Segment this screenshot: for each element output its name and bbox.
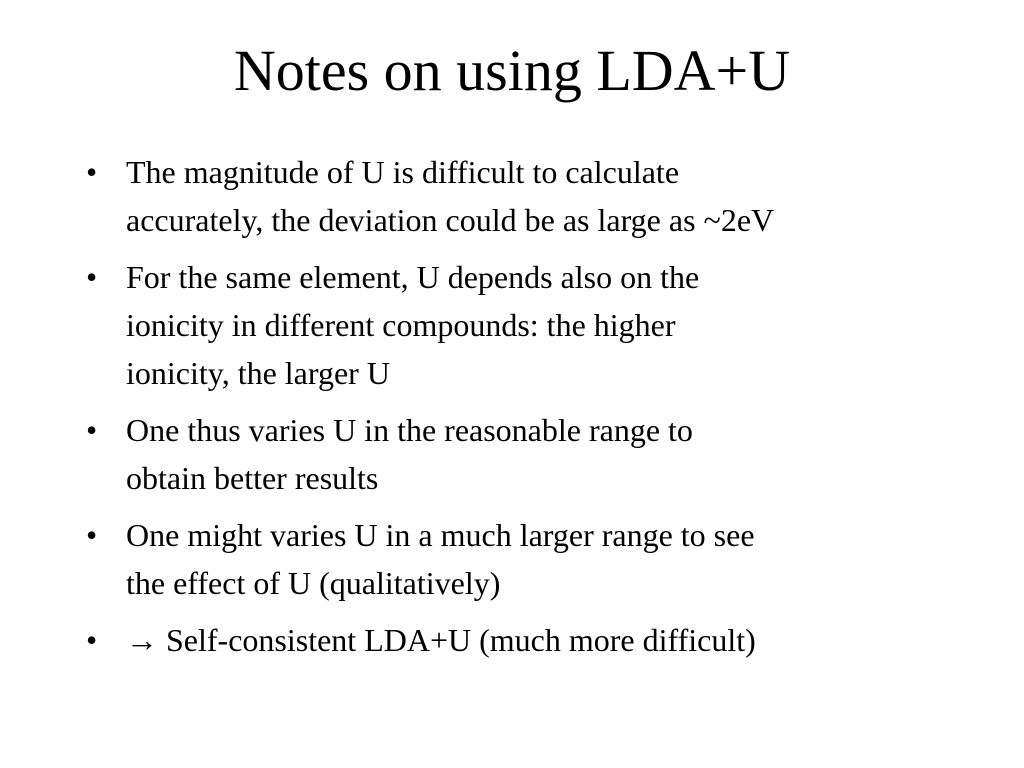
- bullet-item-2: [86, 253, 986, 397]
- bullet-mark: •: [86, 412, 98, 448]
- bullet-item-4: [86, 511, 986, 607]
- bullet-text-line: → Self-consistent LDA+U (much more difficult): [126, 622, 756, 658]
- bullet-text-line: One thus varies U in the reasonable range to: [126, 412, 693, 448]
- bullet-text-line: obtain better results: [126, 460, 379, 496]
- bullet-mark: •: [86, 517, 98, 553]
- bullet-mark: •: [86, 622, 98, 658]
- bullet-text-line: ionicity, the larger U: [126, 355, 390, 391]
- bullet-mark: •: [86, 259, 98, 295]
- bullet-item-5: [86, 616, 986, 664]
- bullet-mark: •: [86, 154, 98, 190]
- bullet-text-line: ionicity in different compounds: the higher: [126, 307, 676, 343]
- bullet-item-1: [86, 148, 986, 244]
- slide-title: Notes on using LDA+U: [233, 38, 791, 103]
- bullet-text-line: One might varies U in a much larger range to see: [126, 517, 755, 553]
- bullet-text-line: For the same element, U depends also on the: [126, 259, 700, 295]
- bullet-text-line: the effect of U (qualitatively): [126, 565, 501, 601]
- bullet-text-line: accurately, the deviation could be as large as ~2eV: [126, 202, 775, 238]
- bullet-item-3: [86, 406, 986, 502]
- bullet-list: [86, 148, 986, 673]
- bullet-text-line: The magnitude of U is difficult to calculate: [126, 154, 680, 190]
